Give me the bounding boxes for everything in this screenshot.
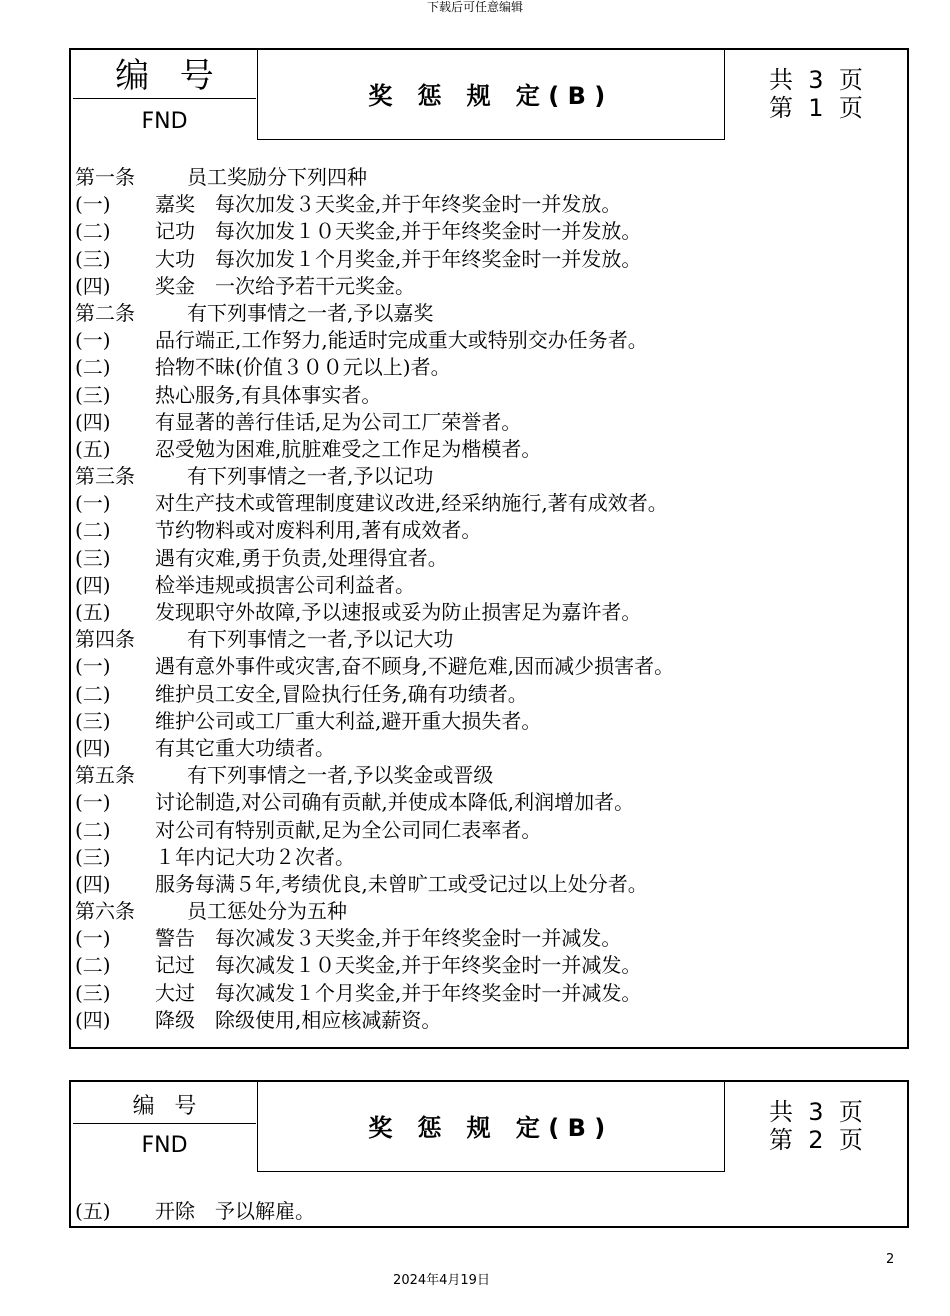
item-marker: (三)	[75, 545, 111, 570]
list-item	[75, 681, 903, 708]
item-marker: (二)	[75, 518, 111, 543]
item-marker: (四)	[75, 572, 111, 597]
list-item	[75, 1198, 903, 1225]
item-text: 有其它重大功绩者。	[155, 735, 335, 760]
item-text: 热心服务,有具体事实者。	[155, 382, 382, 407]
item-marker: (三)	[75, 708, 111, 733]
article-heading	[75, 898, 903, 925]
list-item	[75, 844, 903, 871]
item-marker: (二)	[75, 681, 111, 706]
regulation-content	[75, 164, 903, 1034]
list-item	[75, 545, 903, 572]
current-page-row	[769, 94, 863, 122]
list-item	[75, 708, 903, 735]
list-item	[75, 517, 903, 544]
list-item	[75, 327, 903, 354]
current-page-number: 2	[808, 1126, 824, 1154]
item-marker: (四)	[75, 1007, 111, 1032]
page-unit: 页	[838, 1098, 863, 1126]
article-text: 有下列事情之一者,予以记大功	[187, 627, 454, 652]
item-marker: (四)	[75, 735, 111, 760]
list-item	[75, 218, 903, 245]
item-marker: (二)	[75, 817, 111, 842]
doc-title: 奖 惩 规 定(B)	[257, 1080, 725, 1172]
article-text: 员工奖励分下列四种	[187, 165, 367, 189]
doc-code-divider	[73, 98, 256, 99]
item-marker: (一)	[75, 654, 111, 679]
list-item	[75, 354, 903, 381]
list-item	[75, 490, 903, 517]
doc-code-divider	[73, 1123, 256, 1124]
article-heading	[75, 463, 903, 490]
item-text: 忍受勉为困难,肮脏难受之工作足为楷模者。	[155, 436, 542, 461]
item-marker: (二)	[75, 355, 111, 380]
item-marker: (三)	[75, 382, 111, 407]
list-item	[75, 952, 903, 979]
item-text: 品行端正,工作努力,能适时完成重大或特别交办任务者。	[155, 328, 648, 353]
item-marker: (三)	[75, 980, 111, 1005]
item-text: 奖金 一次给予若干元奖金。	[155, 273, 415, 298]
item-marker: (二)	[75, 953, 111, 978]
item-text: 维护公司或工厂重大利益,避开重大损失者。	[155, 708, 542, 733]
list-item	[75, 436, 903, 463]
doc-code-label: 编号	[115, 56, 245, 96]
total-pages-number: 3	[808, 1098, 824, 1126]
item-marker: (五)	[75, 1199, 111, 1223]
item-marker: (一)	[75, 192, 111, 217]
item-text: 记功 每次加发１０天奖金,并于年终奖金时一并发放。	[155, 219, 642, 244]
list-item	[75, 735, 903, 762]
item-text: 遇有灾难,勇于负责,处理得宜者。	[155, 545, 448, 570]
item-text: 记过 每次减发１０天奖金,并于年终奖金时一并减发。	[155, 953, 642, 978]
item-text: １年内记大功２次者。	[155, 844, 355, 869]
item-text: 拾物不昧(价值３００元以上)者。	[155, 355, 451, 380]
item-text: 对公司有特别贡献,足为全公司同仁表率者。	[155, 817, 542, 842]
article-text: 有下列事情之一者,予以嘉奖	[187, 300, 434, 325]
item-marker: (一)	[75, 790, 111, 815]
list-item	[75, 1007, 903, 1034]
item-text: 发现职守外故障,予以速报或妥为防止损害足为嘉许者。	[155, 600, 642, 624]
list-item	[75, 273, 903, 300]
list-item	[75, 980, 903, 1007]
item-marker: (五)	[75, 436, 111, 461]
page-count-cell	[769, 66, 863, 122]
current-page-number: 1	[808, 94, 824, 122]
item-text: 有显著的善行佳话,足为公司工厂荣誉者。	[155, 409, 522, 434]
list-item	[75, 572, 903, 599]
item-text: 大过 每次减发１个月奖金,并于年终奖金时一并减发。	[155, 980, 642, 1005]
article-number: 第五条	[75, 763, 135, 788]
total-pages-number: 3	[808, 66, 824, 94]
item-marker: (一)	[75, 491, 111, 516]
form-page-1	[69, 48, 909, 1049]
list-item	[75, 382, 903, 409]
item-text: 警告 每次减发３天奖金,并于年终奖金时一并减发。	[155, 926, 622, 951]
article-text: 有下列事情之一者,予以记功	[187, 464, 434, 489]
footer-date: 2024年4月19日	[393, 1273, 490, 1288]
doc-code-label: 编号	[132, 1094, 217, 1119]
current-label: 第	[769, 94, 793, 122]
list-item	[75, 409, 903, 436]
article-number: 第四条	[75, 627, 135, 652]
item-text: 遇有意外事件或灾害,奋不顾身,不避危难,因而减少损害者。	[155, 654, 675, 679]
item-text: 检举违规或损害公司利益者。	[155, 572, 415, 597]
item-marker: (一)	[75, 926, 111, 951]
item-marker: (五)	[75, 600, 111, 624]
list-item	[75, 246, 903, 273]
item-marker: (三)	[75, 844, 111, 869]
total-label: 共	[769, 1098, 793, 1126]
form-page-2	[69, 1080, 909, 1228]
item-text: 降级 除级使用,相应核减薪资。	[155, 1007, 442, 1032]
current-label: 第	[769, 1126, 793, 1154]
item-text: 讨论制造,对公司确有贡献,并使成本降低,利润增加者。	[155, 790, 635, 815]
list-item	[75, 925, 903, 952]
item-text: 开除 予以解雇。	[155, 1199, 315, 1223]
item-marker: (四)	[75, 871, 111, 896]
item-text: 对生产技术或管理制度建议改进,经采纳施行,著有成效者。	[155, 491, 668, 516]
page-unit: 页	[838, 66, 863, 94]
doc-title: 奖 惩 规 定(B)	[257, 48, 725, 140]
list-item	[75, 871, 903, 898]
total-label: 共	[769, 66, 793, 94]
item-marker: (二)	[75, 219, 111, 244]
item-marker: (四)	[75, 409, 111, 434]
article-heading	[75, 762, 903, 789]
page-count-cell	[769, 1098, 863, 1154]
doc-code-value: FND	[141, 109, 188, 134]
top-note: 下载后可任意编辑	[426, 0, 523, 14]
item-text: 嘉奖 每次加发３天奖金,并于年终奖金时一并发放。	[155, 192, 622, 217]
list-item	[75, 653, 903, 680]
page-unit: 页	[838, 94, 863, 122]
regulation-content	[75, 1198, 903, 1225]
item-text: 大功 每次加发１个月奖金,并于年终奖金时一并发放。	[155, 246, 642, 271]
article-heading	[75, 164, 903, 191]
page-number: 2	[886, 1252, 895, 1267]
page-unit: 页	[838, 1126, 863, 1154]
list-item	[75, 817, 903, 844]
list-item	[75, 191, 903, 218]
item-marker: (三)	[75, 246, 111, 271]
item-text: 服务每满５年,考绩优良,未曾旷工或受记过以上处分者。	[155, 871, 648, 896]
article-number: 第二条	[75, 300, 135, 325]
article-number: 第三条	[75, 464, 135, 489]
item-text: 节约物料或对废料利用,著有成效者。	[155, 518, 482, 543]
item-marker: (四)	[75, 273, 111, 298]
item-text: 维护员工安全,冒险执行任务,确有功绩者。	[155, 681, 528, 706]
total-pages-row	[769, 1098, 863, 1126]
article-number: 第六条	[75, 899, 135, 924]
article-heading	[75, 300, 903, 327]
article-number: 第一条	[75, 165, 135, 189]
article-heading	[75, 626, 903, 653]
article-text: 员工惩处分为五种	[187, 899, 347, 924]
doc-code-value: FND	[141, 1133, 188, 1158]
list-item	[75, 789, 903, 816]
list-item	[75, 599, 903, 626]
current-page-row	[769, 1126, 863, 1154]
item-marker: (一)	[75, 328, 111, 353]
total-pages-row	[769, 66, 863, 94]
article-text: 有下列事情之一者,予以奖金或晋级	[187, 763, 494, 788]
